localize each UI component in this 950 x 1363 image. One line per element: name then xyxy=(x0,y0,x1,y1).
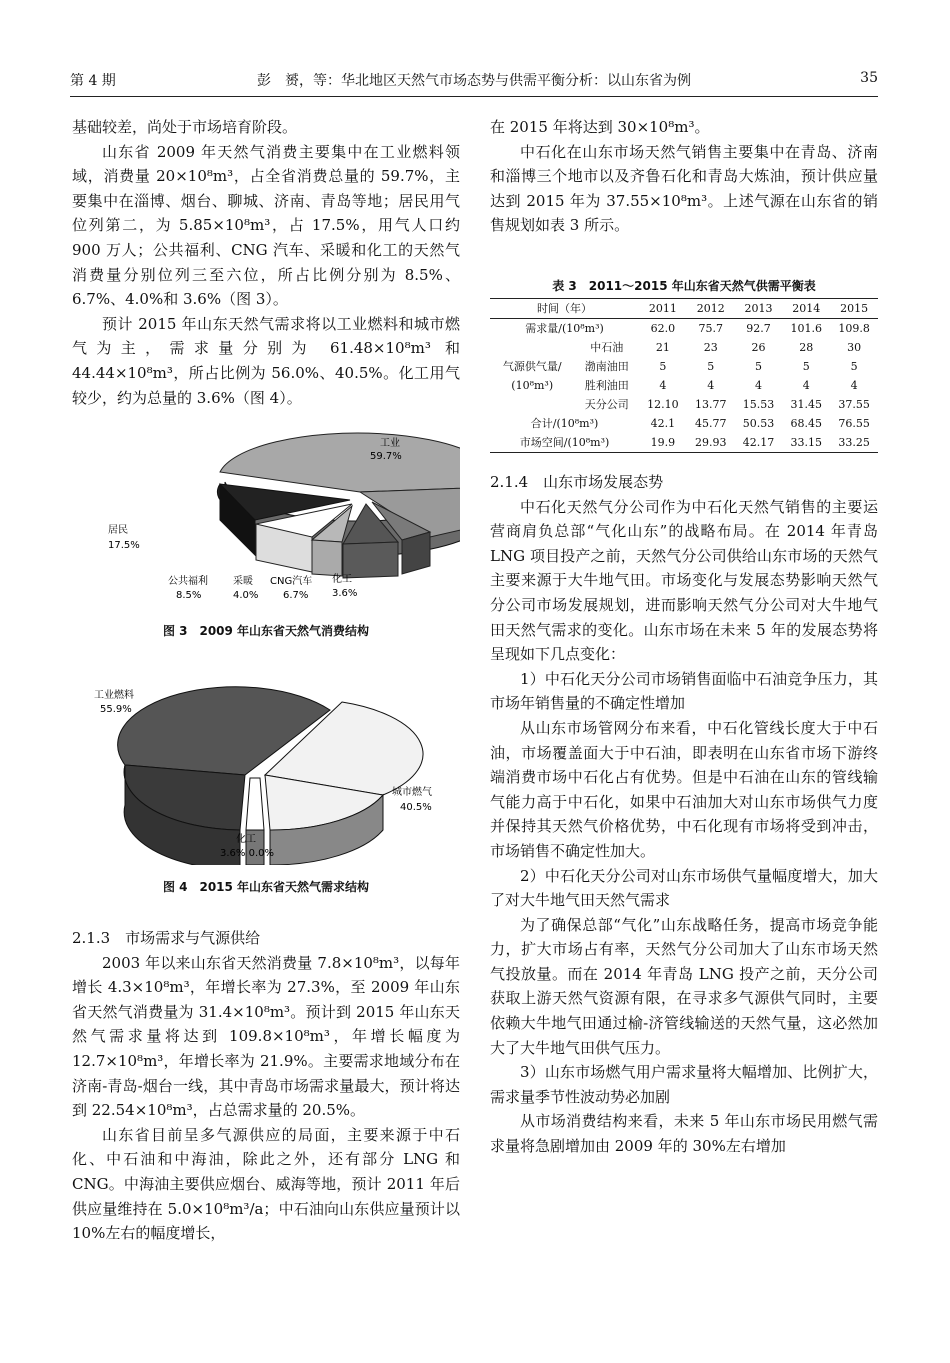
cell: 26 xyxy=(751,341,766,354)
cell: 19.9 xyxy=(650,436,676,449)
supply-group-unit: (10⁸m³) xyxy=(511,379,554,392)
cell: 5 xyxy=(850,360,858,373)
label-chemical: 化工 xyxy=(332,574,352,585)
paragraph: 山东省目前呈多气源供应的局面，主要来源于中石化、中石油和中海油，除此之外，还有部分 LNG 和 CNG。中海油主要供应烟台、威海等地，预计 2011 年后供应量维持在 5.0×10⁸m³/a；中石油向山东供应量预计以 10%左右的幅度增长， xyxy=(72,1125,460,1243)
table-row xyxy=(490,414,878,433)
label-public-welfare: 公共福利 xyxy=(168,576,208,587)
cell: 109.8 xyxy=(838,322,870,335)
cell: 5 xyxy=(707,360,715,373)
cell: 4 xyxy=(707,379,715,392)
supply-group-label xyxy=(490,338,574,414)
cell: 45.77 xyxy=(694,417,727,430)
table-row xyxy=(490,433,878,453)
supply-demand-table xyxy=(490,298,878,453)
section-heading-2-1-3: 2.1.3 市场需求与气源供给 xyxy=(72,929,261,947)
label-city-gas: 城市燃气 xyxy=(392,787,432,798)
value-chemical: 3.6% xyxy=(332,588,358,599)
cell: 33.25 xyxy=(838,436,870,449)
figure-4-pie-chart xyxy=(80,680,460,865)
row-label: 合计/(10⁸m³) xyxy=(530,417,599,430)
cell: 62.0 xyxy=(650,322,676,335)
paragraph: 基础较差，尚处于市场培育阶段。 xyxy=(72,118,298,136)
cell: 75.7 xyxy=(698,322,723,335)
header-cell: 2013 xyxy=(735,299,783,319)
issue-number: 第 4 期 xyxy=(70,73,116,89)
slice-chemical-side xyxy=(402,532,430,574)
row-label: 需求量/(10⁸m³) xyxy=(525,322,604,335)
paragraph: 山东省 2009 年天然气消费主要集中在工业燃料领域，消费量 20×10⁸m³，占全省消费总量的 59.7%，主要集中在淄博、烟台、聊城、济南、青岛等地；居民用气位列第二，为 5.85×10⁸m³，占 17.5%，用气人口约 900 万人；公共福利、CNG 汽车、采暖和化工的天然气消费量分别位列三至六位，所占比例分别为 8.5%、6.7%、4.0%和 3.6%（图 3）。 xyxy=(72,142,460,309)
value-industry: 59.7% xyxy=(370,451,402,462)
table-row xyxy=(490,319,878,339)
section-heading-2-1-4: 2.1.4 山东市场发展态势 xyxy=(490,473,664,491)
supply-group-title: 气源供气量/ xyxy=(502,360,562,373)
row-label: 天分公司 xyxy=(584,398,629,411)
cell: 28 xyxy=(799,341,814,354)
slice-industry xyxy=(220,433,460,492)
value-city-gas: 40.5% xyxy=(400,802,432,813)
subheading: 1）中石化天分公司市场销售面临中石油竞争压力，其市场年销售量的不确定性增加 xyxy=(490,669,878,713)
subheading: 2）中石化天分公司对山东市场供气量幅度增大，加大了对大牛地气田天然气需求 xyxy=(490,866,878,910)
value-industrial-fuel: 55.9% xyxy=(100,704,132,715)
paragraph: 为了确保总部“气化”山东战略任务，提高市场竞争能力，扩大市场占有率，天然气分公司加大了山东市场天然气投放量。而在 2014 年青岛 LNG 投产之前，天分公司获取上游天然气资源有限，在寻求多气源供气同时，主要依赖大牛地气田通过榆-济管线输送的天然气量，这必然加大了大牛地气田供气压力。 xyxy=(490,915,878,1057)
value-chemical: 3.6% 0.0% xyxy=(220,848,274,859)
cell: 68.45 xyxy=(790,417,823,430)
cell: 5 xyxy=(754,360,762,373)
figure-3-caption: 图 3 2009 年山东省天然气消费结构 xyxy=(162,624,370,638)
paragraph: 从山东市场管网分布来看，中石化管线长度大于中石油，市场覆盖面大于中石油，即表明在山东省市场下游终端消费市场中石化占有优势。但是中石油在山东的管线输气能力高于中石化，如果中石油加大对山东市场供气力度并保持其天然气价格优势，中石化现有市场将受到冲击，市场销售不确定性加大。 xyxy=(490,718,878,860)
cell: 42.17 xyxy=(742,436,775,449)
label-industry: 工业 xyxy=(380,438,400,449)
row-label: 市场空间/(10⁸m³) xyxy=(519,436,610,449)
slice-cng-side xyxy=(343,542,398,578)
cell: 4 xyxy=(659,379,667,392)
header-rule xyxy=(70,96,878,97)
running-title: 彭 赟，等：华北地区天然气市场态势与供需平衡分析：以山东省为例 xyxy=(257,73,691,89)
cell: 13.77 xyxy=(694,398,727,411)
row-label: 渤南油田 xyxy=(584,360,629,373)
value-heating: 4.0% xyxy=(233,590,259,601)
paragraph: 中石化在山东市场天然气销售主要集中在青岛、济南和淄博三个地市以及齐鲁石化和青岛大炼油，预计供应量达到 2015 年为 37.55×10⁸m³。上述气源在山东省的销售规划如表 3 所示。 xyxy=(490,142,878,235)
running-header xyxy=(70,70,878,92)
header-cell: 2015 xyxy=(830,299,878,319)
header-cell: 2014 xyxy=(782,299,830,319)
cell: 15.53 xyxy=(742,398,775,411)
cell: 76.55 xyxy=(838,417,870,430)
paragraph: 2003 年以来山东省天然消费量 7.8×10⁸m³，以每年增长 4.3×10⁸m³，年增长率为 27.3%，至 2009 年山东省天然气消费量为 31.4×10⁸m³。预计到 2015 年山东天然气需求量将达到 109.8×10⁸m³，年增长幅度为 12.7×10⁸m³，年增长率为 21.9%。主要需求地域分布在济南-青岛-烟台一线，其中青岛市场需求量最大，预计将达到 22.54×10⁸m³，占总需求量的 20.5%。 xyxy=(72,953,460,1120)
paragraph: 从市场消费结构来看，未来 5 年山东市场民用燃气需求量将急剧增加由 2009 年的 30%左右增加 xyxy=(490,1112,878,1156)
cell: 12.10 xyxy=(647,398,679,411)
header-cell: 2012 xyxy=(687,299,735,319)
table-3 xyxy=(490,277,878,453)
cell: 4 xyxy=(802,379,810,392)
cell: 5 xyxy=(659,360,667,373)
value-public-welfare: 8.5% xyxy=(176,590,202,601)
page-number: 35 xyxy=(860,70,878,86)
row-label: 胜利油田 xyxy=(584,379,629,392)
label-chemical: 化工 xyxy=(236,834,256,845)
cell: 4 xyxy=(850,379,858,392)
label-cng: CNG汽车 xyxy=(270,576,313,587)
paragraph: 中石化天然气分公司作为中石化天然气销售的主要运营商肩负总部“气化山东”的战略布局。在 2014 年青岛 LNG 项目投产之前，天然气分公司供给山东市场的天然气主要来源于大牛地气田。市场变化与发展态势影响天然气分公司市场发展规划，进而影响天然气分公司对大牛地气田天然气需求的变化。山东市场在未来 5 年的发展态势将呈现如下几点变化： xyxy=(490,497,878,664)
cell: 50.53 xyxy=(742,417,775,430)
cell: 5 xyxy=(802,360,810,373)
cell: 42.1 xyxy=(650,417,676,430)
cell: 31.45 xyxy=(790,398,823,411)
right-column-lower xyxy=(490,470,878,1159)
paragraph: 在 2015 年将达到 30×10⁸m³。 xyxy=(490,118,710,136)
cell: 30 xyxy=(847,341,862,354)
cell: 92.7 xyxy=(746,322,771,335)
left-column-lower xyxy=(72,926,460,1246)
left-column xyxy=(72,115,460,410)
label-residential: 居民 xyxy=(108,525,128,536)
table-caption: 表 3 2011～2015 年山东省天然气供需平衡表 xyxy=(552,279,816,293)
paragraph: 预计 2015 年山东天然气需求将以工业燃料和城市燃气为主，需求量分别为 61.48×10⁸m³ 和 44.44×10⁸m³，所占比例为 56.0%、40.5%。化工用气较少，约为总量的 3.6%（图 4）。 xyxy=(72,314,460,407)
table-row xyxy=(490,338,878,357)
right-column-top xyxy=(490,115,878,238)
cell: 37.55 xyxy=(838,398,870,411)
header-cell: 时间（年） xyxy=(490,299,639,319)
cell: 23 xyxy=(703,341,718,354)
figure-3-pie-chart xyxy=(80,432,460,612)
label-heating: 采暖 xyxy=(233,576,253,587)
header-cell: 2011 xyxy=(639,299,687,319)
cell: 29.93 xyxy=(694,436,727,449)
slice-heating-side xyxy=(312,540,342,576)
figure-4-caption: 图 4 2015 年山东省天然气需求结构 xyxy=(162,880,370,894)
cell: 4 xyxy=(754,379,762,392)
table-header-row xyxy=(490,299,878,319)
slice-chemical xyxy=(246,778,264,830)
row-label: 中石油 xyxy=(590,341,624,354)
cell: 101.6 xyxy=(790,322,823,335)
cell: 33.15 xyxy=(790,436,823,449)
label-industrial-fuel: 工业燃料 xyxy=(94,690,134,701)
value-residential: 17.5% xyxy=(108,540,140,551)
value-cng: 6.7% xyxy=(283,590,309,601)
cell: 21 xyxy=(655,341,670,354)
subheading: 3）山东市场燃气用户需求量将大幅增加、比例扩大，需求量季节性波动势必加剧 xyxy=(490,1063,878,1106)
